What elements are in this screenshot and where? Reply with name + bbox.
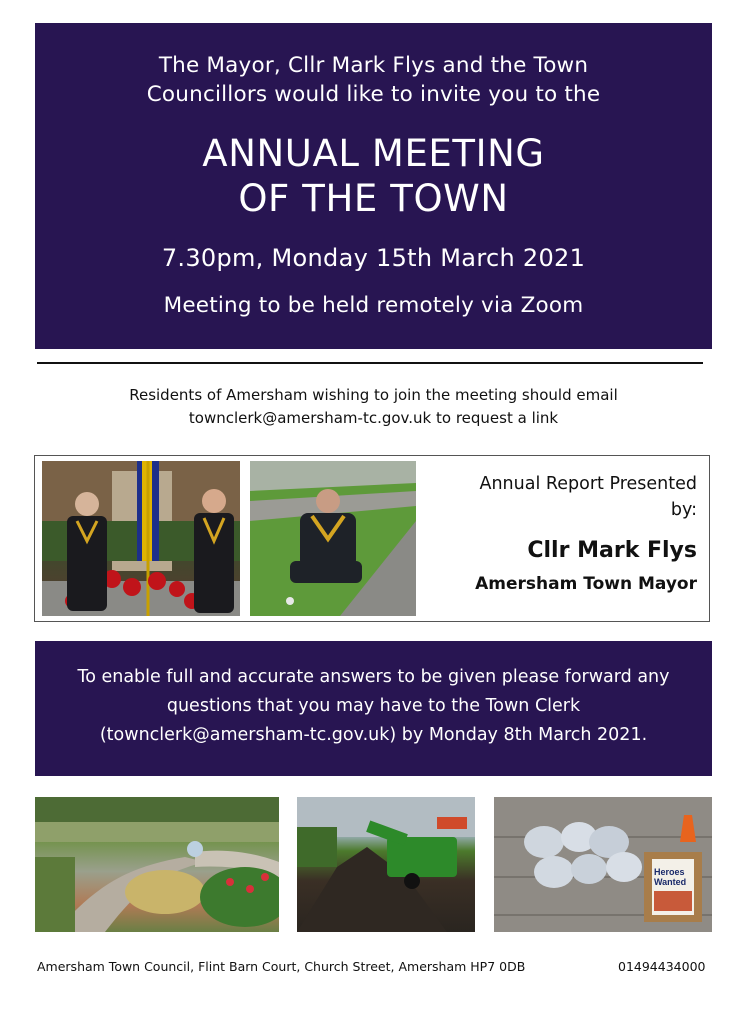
meeting-venue: Meeting to be held remotely via Zoom xyxy=(163,293,584,318)
footer-phone: 01494434000 xyxy=(618,959,706,974)
mayor-garden-photo xyxy=(250,461,416,616)
annual-report-label xyxy=(437,471,697,523)
invitation-intro xyxy=(35,51,712,109)
intro-line-1: The Mayor, Cllr Mark Flys and the Town xyxy=(158,53,589,78)
join-line-2: townclerk@amersham-tc.gov.uk to request a link xyxy=(188,409,559,427)
woodchip-machine-photo xyxy=(297,797,475,932)
litter-bags-illustration xyxy=(494,797,712,932)
divider xyxy=(37,362,703,364)
garden-scene-illustration xyxy=(250,461,416,616)
questions-line-1: To enable full and accurate answers to be given please forward any xyxy=(77,667,670,687)
questions-line-3: (townclerk@amersham-tc.gov.uk) by Monday 8th March 2021. xyxy=(99,725,648,745)
presenter-role: Amersham Town Mayor xyxy=(475,574,697,594)
questions-banner xyxy=(35,641,712,776)
footer-address: Amersham Town Council, Flint Barn Court, Church Street, Amersham HP7 0DB xyxy=(37,959,526,974)
join-instructions xyxy=(37,384,710,430)
woodchipper-illustration xyxy=(297,797,475,932)
annual-report-panel xyxy=(34,455,710,622)
join-line-1: Residents of Amersham wishing to join the meeting should email xyxy=(129,386,618,404)
title-line-1: ANNUAL MEETING xyxy=(202,132,545,175)
questions-line-2: questions that you may have to the Town Clerk xyxy=(166,696,581,716)
questions-text xyxy=(55,663,692,750)
remembrance-scene-illustration xyxy=(42,461,240,616)
memorial-garden-photo xyxy=(35,797,279,932)
meeting-title xyxy=(35,131,712,221)
intro-line-2: Councillors would like to invite you to the xyxy=(146,82,601,107)
garden-path-illustration xyxy=(35,797,279,932)
title-line-2: OF THE TOWN xyxy=(238,177,509,220)
litter-pick-photo xyxy=(494,797,712,932)
svg-text:Heroes: Heroes xyxy=(654,867,685,877)
mayor-remembrance-photo xyxy=(42,461,240,616)
report-label-line-1: Annual Report Presented xyxy=(479,474,697,494)
invitation-banner xyxy=(35,23,712,349)
report-label-line-2: by: xyxy=(670,500,697,520)
meeting-datetime: 7.30pm, Monday 15th March 2021 xyxy=(161,244,586,272)
presenter-name: Cllr Mark Flys xyxy=(527,538,697,563)
svg-text:Wanted: Wanted xyxy=(654,877,687,887)
